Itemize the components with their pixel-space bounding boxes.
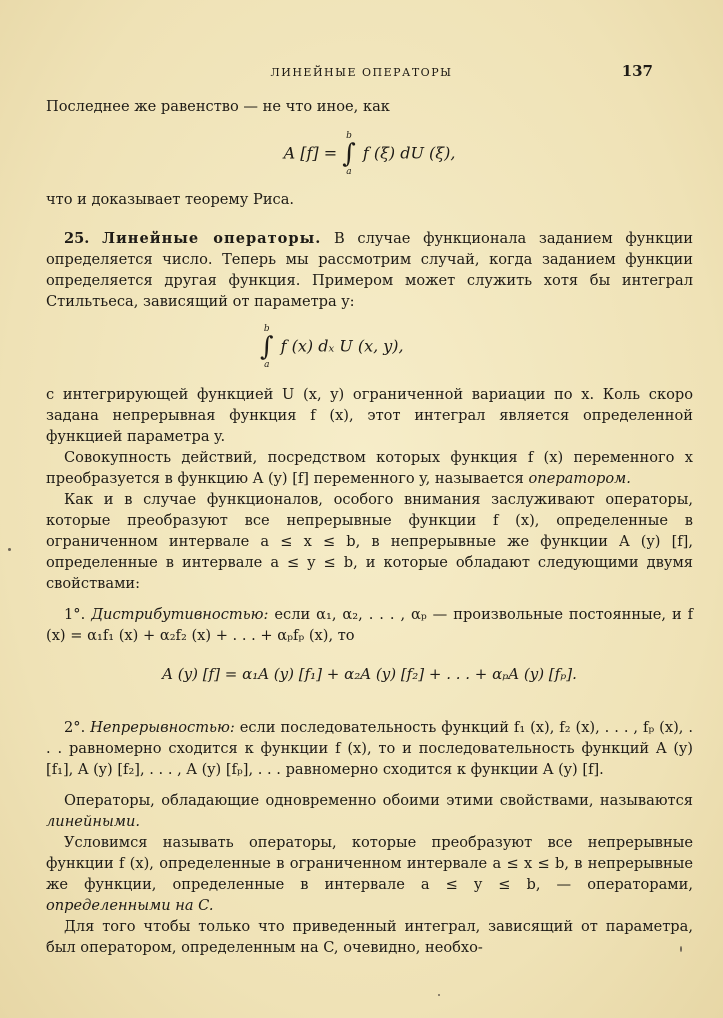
term-defined-on-c: определенными на C. [46, 897, 214, 914]
paper-speck [8, 548, 11, 551]
paragraph-text: Совокупность действий, посредством которых функция f (x) переменного x преобразуется в функцию A (y) [f] переменного y, называется [46, 449, 693, 487]
section-paragraph [46, 228, 693, 312]
integral-sign: b ∫ a [260, 324, 274, 370]
property-text: если последовательность функций f₁ (x), f₂ (x), . . . , fₚ (x), . . . равномерно сходится к функции f (x), то и последовательность функций A (y) [f₁], A (y) [f₂], . . . , A (y) [fₚ], . . . равномерно сходится к функции A (y) [f]. [46, 719, 693, 778]
paragraph: Для того чтобы только что приведенный интеграл, зависящий от параметра, был оператором, определенным на C, очевидно, необхо- [46, 918, 693, 956]
paragraph [46, 832, 693, 916]
paragraph-text: Операторы, обладающие одновременно обоими этими свойствами, называются [64, 792, 693, 809]
integral-upper-limit: b [346, 131, 352, 141]
integral-lower-limit: a [346, 167, 352, 177]
page-number: 137 [621, 62, 653, 80]
paper-speck [680, 946, 682, 952]
paragraph [46, 790, 693, 832]
integral-lower-limit: a [264, 360, 270, 370]
integral-sign: b ∫ a [342, 131, 356, 177]
term-operator: оператором. [528, 470, 631, 487]
property-label: 2°. [64, 719, 86, 736]
property-text: если α₁, α₂, . . . , αₚ — произвольные постоянные, и f (x) = α₁f₁ (x) + α₂f₂ (x) + . . . + αₚfₚ (x), то [46, 606, 694, 644]
property-label: 1°. [64, 606, 86, 623]
property-name: Непрерывностью: [90, 719, 235, 736]
formula-distributive: A (y) [f] = α₁A (y) [f₁] + α₂A (y) [f₂] + . . . + αₚA (y) [fₚ]. [162, 665, 577, 683]
paragraph [46, 447, 693, 489]
paragraph: Последнее же равенство — не что иное, как [46, 98, 390, 115]
page-body [46, 96, 693, 958]
paper-speck [438, 994, 440, 996]
formula-integrand: f (ξ) dU (ξ), [362, 143, 456, 163]
property-1 [46, 604, 693, 646]
section-number: 25. [64, 230, 90, 247]
property-2 [46, 717, 693, 780]
formula-riesz [46, 131, 693, 177]
paragraph-text: Условимся называть операторы, которые преобразуют все непрерывные функции f (x), определенные в ограниченном интервале a ≤ x ≤ b, в непрерывные же функции, определенные в интервале a ≤ y ≤ b, — операторами, [46, 834, 693, 893]
formula-lhs: A [f] = [283, 143, 338, 163]
paragraph: Как и в случае функционалов, особого внимания заслуживают операторы, которые преобразуют все непрерывные функции f (x), определенные в ограниченном интервале a ≤ x ≤ b, в непрерывные же функции A (y) [f], определенные в интервале a ≤ y ≤ b, и которые обладают следующими двумя свойствами: [46, 491, 693, 592]
integral-upper-limit: b [263, 324, 270, 334]
property-name: Дистрибутивностью: [91, 606, 269, 623]
term-linear: линейными. [46, 813, 140, 830]
formula-stieltjes [260, 324, 693, 370]
formula-integrand: f (x) dₓ U (x, y), [280, 336, 404, 356]
running-title: ЛИНЕЙНЫЕ ОПЕРАТОРЫ [270, 66, 453, 79]
paragraph: что и доказывает теорему Риса. [46, 191, 295, 208]
page-header [40, 62, 683, 82]
section-text: В случае функционала заданием функции определяется число. Теперь мы рассмотрим случай, когда заданием функции определяется другая функция. Примером может служить хотя бы интеграл Стильтьеса, зависящий от параметра y: [46, 230, 694, 310]
paragraph: с интегрирующей функцией U (x, y) ограниченной вариации по x. Коль скоро задана непрерывная функция f (x), этот интеграл является определенной функцией параметра y. [46, 386, 693, 445]
section-title: Линейные операторы. [102, 230, 322, 247]
